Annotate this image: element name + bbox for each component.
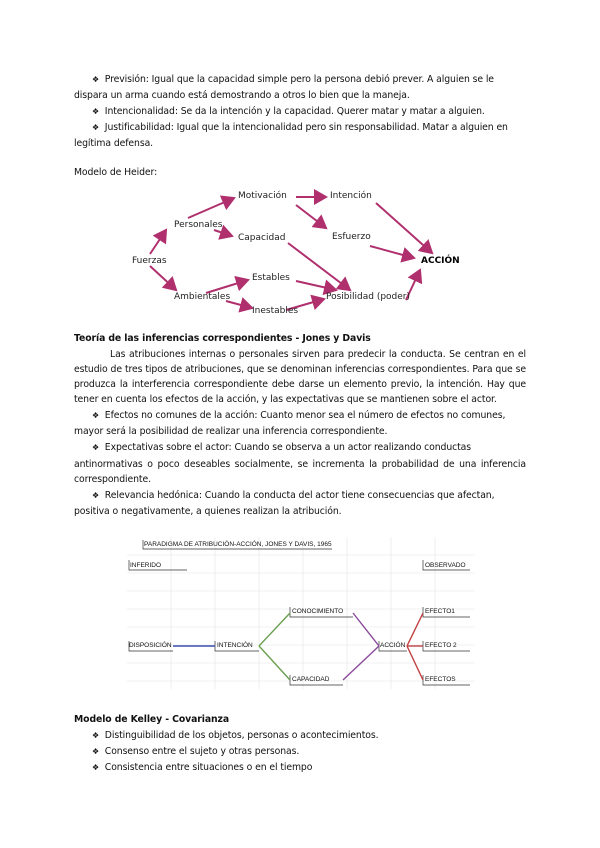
heider-node-accion: ACCIÓN <box>421 256 460 266</box>
kelley-bullet-distinguibilidad: ❖ Distinguibilidad de los objetos, personas o acontecimientos. <box>92 730 379 741</box>
arrow-intencion-accion <box>376 203 432 253</box>
heider-node-capacidad: Capacidad <box>238 233 286 243</box>
bullet-justificabilidad: ❖ Justificabilidad: Igual que la intencionalidad pero sin responsabilidad. Matar a alguien en <box>92 122 508 133</box>
jones-heading: Teoría de las inferencias correspondientes - Jones y Davis <box>74 333 371 344</box>
heider-diagram <box>0 0 600 330</box>
jones-bullet-efectos-cont: mayor será la posibilidad de realizar una inferencia correspondiente. <box>74 426 388 437</box>
heider-heading: Modelo de Heider: <box>74 167 158 178</box>
paradigm-title: PARADIGMA DE ATRIBUCIÓN-ACCIÓN, JONES Y DAVIS, 1965 <box>144 541 332 548</box>
paradigm-capacidad: CAPACIDAD <box>292 676 330 683</box>
diamond-bullet-icon: ❖ <box>92 747 100 756</box>
heider-node-esfuerzo: Esfuerzo <box>332 232 371 242</box>
arrow-fuerzas-personales <box>150 230 166 254</box>
bullet-justificabilidad-cont: legítima defensa. <box>74 138 154 149</box>
jones-bullet-efectos: ❖ Efectos no comunes de la acción: Cuanto menor sea el número de efectos no comunes, <box>92 410 506 421</box>
arrow-personales-motivacion <box>188 198 234 218</box>
kelley-heading: Modelo de Kelley - Covarianza <box>74 714 230 725</box>
arrow-fuerzas-ambientales <box>150 266 176 290</box>
kelley-bullet-consenso: ❖ Consenso entre el sujeto y otras personas. <box>92 746 300 757</box>
heider-node-ambientales: Ambientales <box>174 292 231 302</box>
paradigm-intencion: INTENCIÓN <box>217 642 253 649</box>
jones-bullet-expectativas: ❖ Expectativas sobre el actor: Cuando se observa a un actor realizando conductas <box>92 442 472 453</box>
diamond-bullet-icon: ❖ <box>92 443 100 452</box>
heider-arrows <box>0 0 600 330</box>
diamond-bullet-icon: ❖ <box>92 75 100 84</box>
jones-bullet-relevancia: ❖ Relevancia hedónica: Cuando la conducta del actor tiene consecuencias que afectan, <box>92 490 495 501</box>
diamond-bullet-icon: ❖ <box>92 107 100 116</box>
paradigm-efecto2: EFECTO 2 <box>425 642 457 649</box>
heider-node-intencion: Intención <box>330 191 372 201</box>
diamond-bullet-icon: ❖ <box>92 491 100 500</box>
arrow-ambientales-inestables <box>226 301 252 308</box>
kelley-bullet-consistencia: ❖ Consistencia entre situaciones o en el tiempo <box>92 762 313 773</box>
line-accion-efecto1 <box>407 613 423 646</box>
paradigm-observado: OBSERVADO <box>425 562 466 569</box>
heider-node-fuerzas: Fuerzas <box>132 256 167 266</box>
heider-node-estables: Estables <box>252 273 290 283</box>
heider-node-inestables: Inestables <box>252 306 299 316</box>
jones-bullet-expectativas-cont: antinormativas o poco deseables socialmente, se incrementa la probabilidad de una inferencia correspondiente. <box>74 459 526 485</box>
arrow-capacidad-posibilidad <box>288 243 350 290</box>
paradigm-accion: ACCIÓN <box>380 642 406 649</box>
bullet-prevision: ❖ Previsión: Igual que la capacidad simple pero la persona debió prever. A alguien se le <box>92 74 494 85</box>
paradigm-inferido: INFERIDO <box>130 562 162 569</box>
paradigm-efecto1: EFECTO1 <box>425 608 455 615</box>
diamond-bullet-icon: ❖ <box>92 411 100 420</box>
jones-paragraph: Las atribuciones internas o personales sirven para predecir la conducta. Se centran en el estudio de tres tipos de atribuciones, que se denominan inferencias correspondientes. Para que se produzca la interferencia correspondiente debe darse un elemento previo, la intención. Hay que tener en cuenta los efectos de la acción, y las expectativas que se mantienen sobre el actor. <box>74 349 526 405</box>
heider-node-personales: Personales <box>174 220 223 230</box>
arrow-personales-capacidad <box>214 230 232 236</box>
diamond-bullet-icon: ❖ <box>92 763 100 772</box>
line-intencion-conocimiento <box>259 613 290 646</box>
jones-bullet-relevancia-cont: positiva o negativamente, a quienes realizan la atribución. <box>74 506 342 517</box>
arrow-estables-posibilidad <box>296 281 336 290</box>
paradigm-diagram <box>127 537 475 689</box>
paradigm-efectos: EFECTOS <box>425 676 456 683</box>
arrow-esfuerzo-accion <box>370 246 414 258</box>
bullet-prevision-cont: dispara un arma cuando está demostrando a otros lo bien que la maneja. <box>74 90 410 101</box>
diamond-bullet-icon: ❖ <box>92 731 100 740</box>
diamond-bullet-icon: ❖ <box>92 123 100 132</box>
heider-node-motivacion: Motivación <box>238 191 287 201</box>
bullet-intencionalidad: ❖ Intencionalidad: Se da la intención y la capacidad. Querer matar y matar a alguien. <box>92 106 485 117</box>
heider-node-posibilidad: Posibilidad (poder) <box>326 292 411 302</box>
paradigm-conocimiento: CONOCIMIENTO <box>292 608 344 615</box>
arrow-motivacion-esfuerzo <box>296 205 326 228</box>
line-conocimiento-accion <box>353 613 379 646</box>
paradigm-disposicion: DISPOSICIÓN <box>129 642 172 649</box>
